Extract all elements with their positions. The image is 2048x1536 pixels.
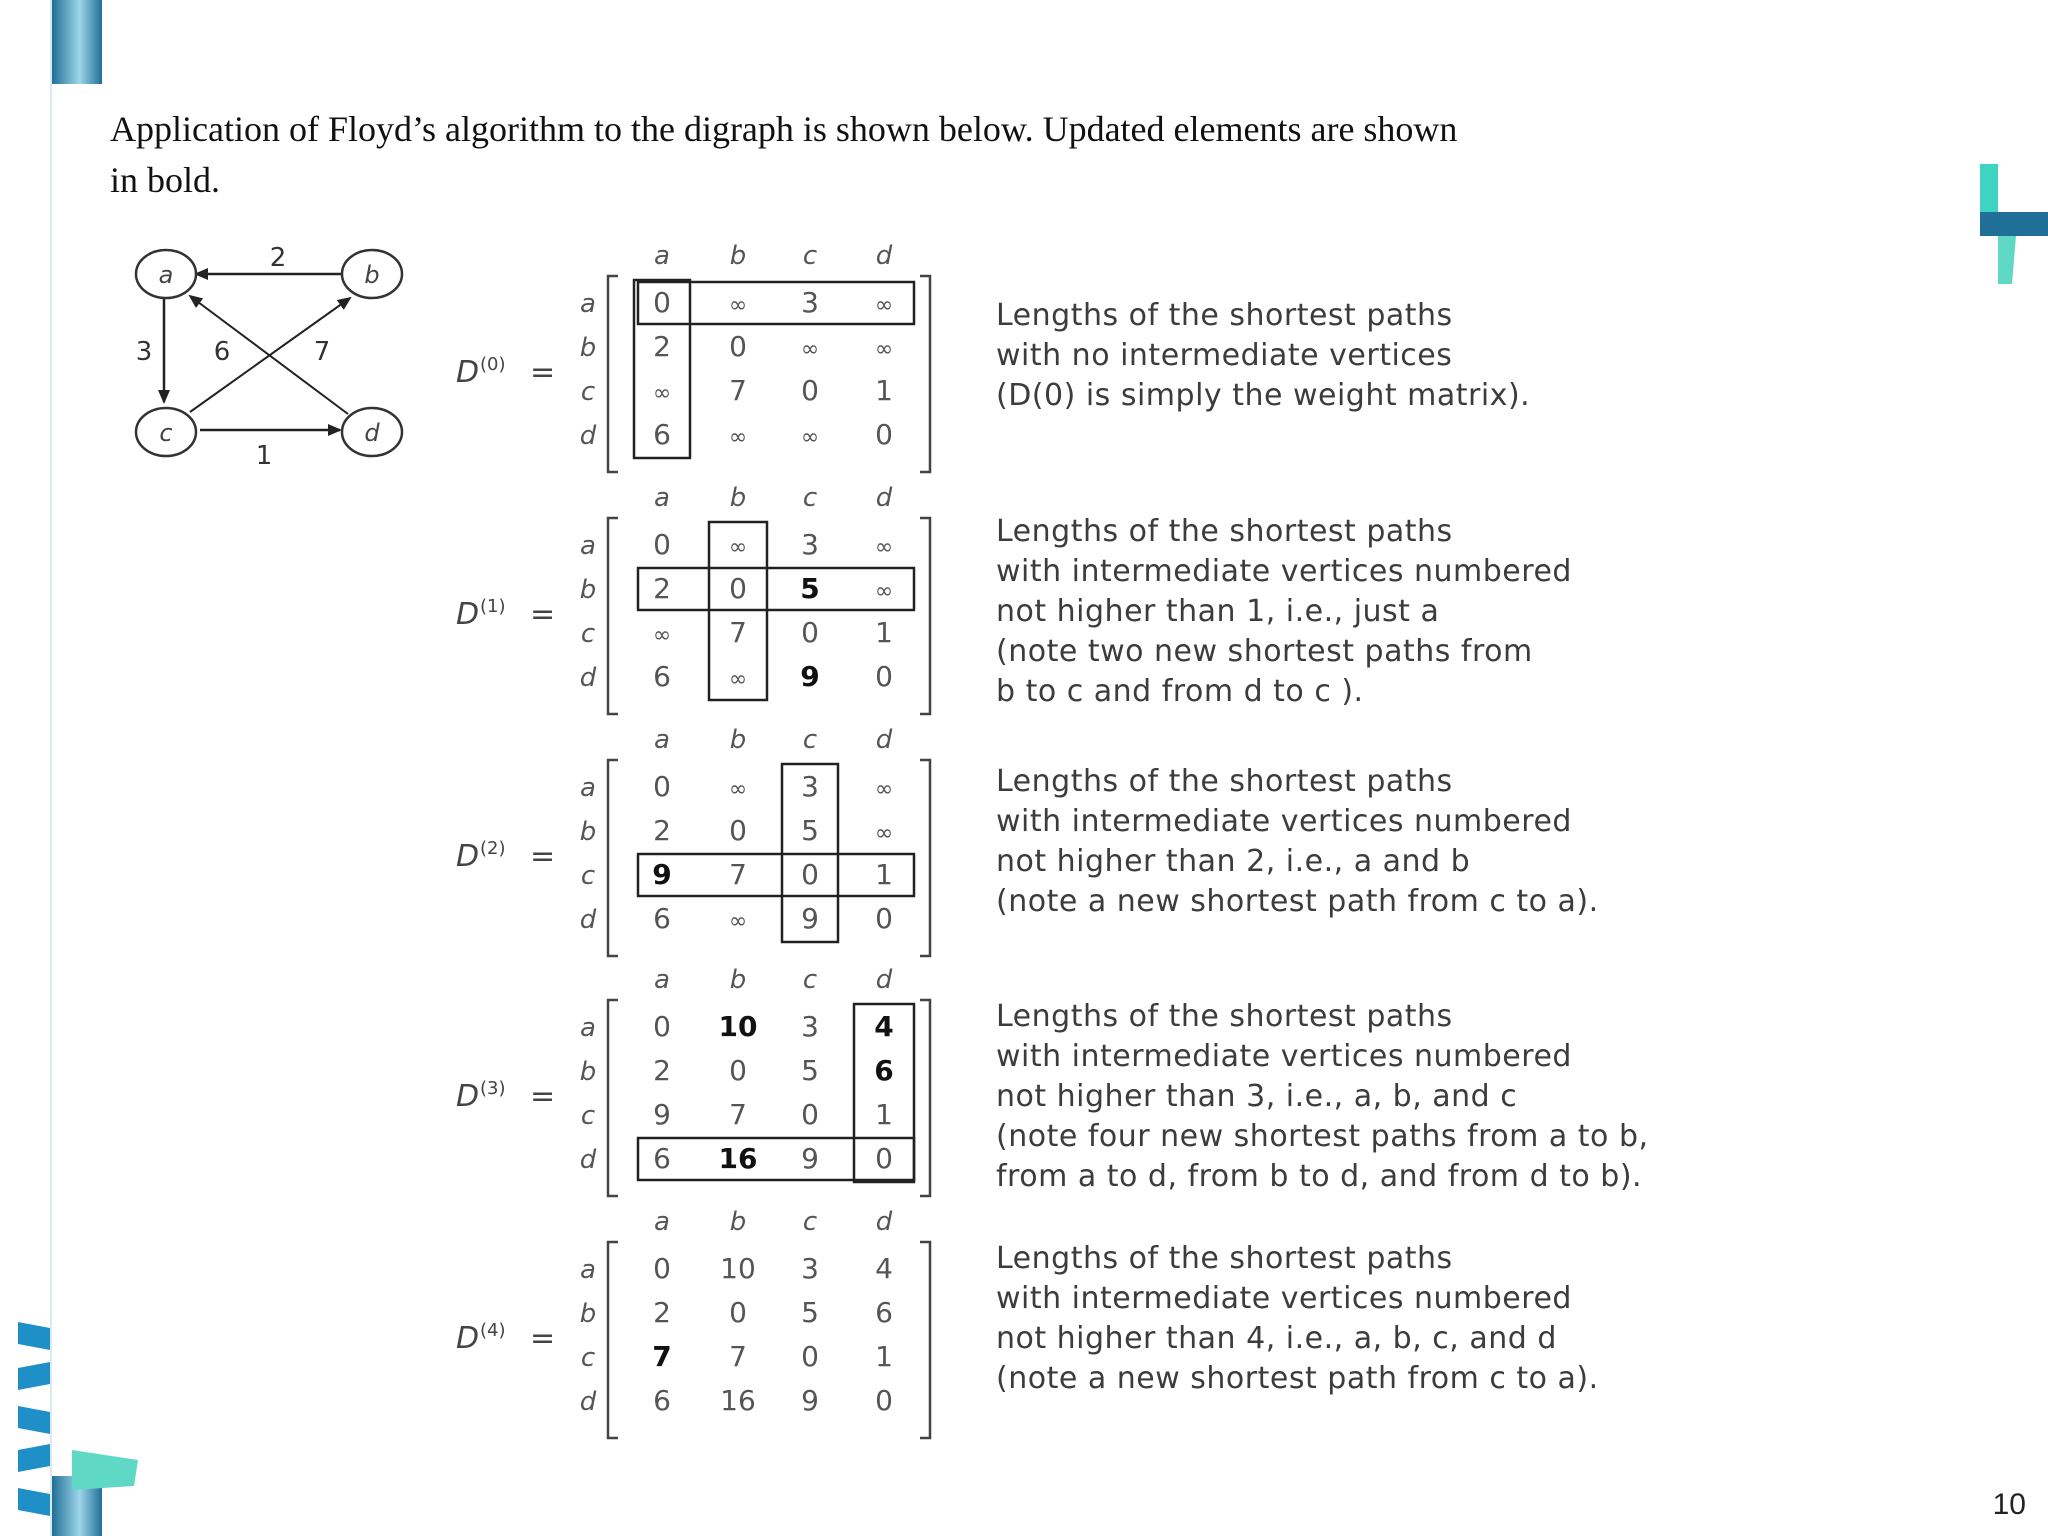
description-line: (note two new shortest paths from [996, 634, 1533, 669]
matrix-cell: 4 [874, 1010, 894, 1043]
matrix-cell: 5 [801, 1054, 819, 1087]
matrix-description [996, 1239, 1756, 1399]
matrix-cell: ∞ [874, 337, 894, 362]
description-line: (note a new shortest path from c to a). [996, 1361, 1599, 1396]
matrix-cell: ∞ [874, 535, 894, 560]
matrix-cell: ∞ [874, 293, 894, 318]
matrix-highlight-row [638, 568, 914, 610]
matrix-col-header: c [802, 1207, 818, 1237]
matrix-cell: ∞ [652, 623, 672, 648]
matrix-cell: 5 [800, 572, 820, 605]
graph-node-d [342, 408, 402, 456]
matrix-col-header: b [729, 241, 747, 271]
description-line: b to c and from d to c ). [996, 674, 1364, 709]
matrix-cell: 9 [801, 1142, 819, 1175]
matrix-cell: 0 [653, 286, 671, 319]
matrix-col-header: c [802, 965, 818, 995]
edge-weight-b-a: 2 [269, 243, 287, 273]
matrix-label-sup: (2) [480, 838, 506, 859]
matrix-cell: 16 [720, 1384, 756, 1417]
matrix-row-header: c [580, 1101, 596, 1131]
matrix-cell: 1 [875, 1098, 893, 1131]
matrix-row-header: c [580, 619, 596, 649]
matrix-cell: ∞ [874, 821, 894, 846]
description-line: Lengths of the shortest paths [996, 1241, 1453, 1276]
matrix-row-header: c [580, 861, 596, 891]
matrix-cell: 0 [653, 770, 671, 803]
matrix-cell: 3 [801, 770, 819, 803]
matrix-col-header: b [729, 1207, 747, 1237]
description-line: Lengths of the shortest paths [996, 514, 1453, 549]
matrix-cell: 7 [729, 374, 747, 407]
matrix-equals: = [530, 1321, 556, 1356]
matrix-cell: 0 [801, 858, 819, 891]
matrix-cell: 0 [875, 660, 893, 693]
matrix-highlight-row [638, 1138, 914, 1180]
matrix-cell: 2 [653, 1296, 671, 1329]
matrix-cell: ∞ [652, 381, 672, 406]
matrix-bracket-right [920, 760, 930, 956]
matrix-cell: 9 [801, 902, 819, 935]
matrix-cell: 1 [875, 1340, 893, 1373]
matrix-highlight-row [638, 854, 914, 896]
matrix-cell: 6 [874, 1054, 894, 1087]
matrix-cell: ∞ [800, 425, 820, 450]
description-line: with intermediate vertices numbered [996, 554, 1572, 589]
matrix-cell: 1 [875, 858, 893, 891]
description-line: (D(0) is simply the weight matrix). [996, 378, 1531, 413]
matrix-col-header: c [802, 483, 818, 513]
matrix-cell: 10 [718, 1010, 758, 1043]
matrix-bracket-right [920, 1242, 930, 1438]
matrix-D2 [456, 725, 930, 956]
matrix-cell: 7 [729, 858, 747, 891]
matrix-row-header: d [579, 1387, 597, 1417]
matrix-cell: 0 [653, 1252, 671, 1285]
matrix-highlight-row [638, 282, 914, 324]
matrix-cell: 0 [729, 330, 747, 363]
matrix-row-header: b [579, 817, 597, 847]
matrix-cell: 6 [653, 660, 671, 693]
matrix-col-header: d [875, 241, 893, 271]
matrix-cell: 16 [718, 1142, 758, 1175]
matrix-bracket-right [920, 1000, 930, 1196]
matrix-cell: 3 [801, 1252, 819, 1285]
matrix-cell: 9 [801, 1384, 819, 1417]
digraph [128, 236, 418, 476]
matrix-col-header: a [654, 725, 670, 755]
matrix-row-header: d [579, 421, 597, 451]
matrix-bracket-right [920, 276, 930, 472]
graph-node-label-d: d [364, 419, 380, 447]
matrix-label: D [456, 355, 480, 390]
matrix-label-sup: (4) [480, 1320, 506, 1341]
matrix-cell: 9 [652, 858, 672, 891]
matrix-row-header: d [579, 905, 597, 935]
matrix-cell: 5 [801, 1296, 819, 1329]
matrix-equals: = [530, 1079, 556, 1114]
intro-text [110, 104, 1770, 206]
matrix-cell: 3 [801, 1010, 819, 1043]
matrix-cell: 7 [729, 1098, 747, 1131]
description-line: not higher than 1, i.e., just a [996, 594, 1440, 629]
description-line: with intermediate vertices numbered [996, 1039, 1572, 1074]
matrix-row-header: b [579, 333, 597, 363]
matrix-cell: 0 [875, 1142, 893, 1175]
matrix-cell: 0 [801, 1340, 819, 1373]
slide-border-line [50, 0, 52, 1536]
edge-weight-d-a: 6 [213, 337, 231, 367]
matrix-cell: 0 [729, 572, 747, 605]
matrix-cell: 9 [800, 660, 820, 693]
matrix-cell: 0 [729, 1296, 747, 1329]
matrix-cell: 0 [729, 1054, 747, 1087]
matrix-cell: 5 [801, 814, 819, 847]
matrix-cell: 6 [653, 902, 671, 935]
matrix-description [996, 512, 1756, 712]
matrix-cell: 2 [653, 572, 671, 605]
matrix-cell: 3 [801, 286, 819, 319]
matrix-row-header: a [580, 1013, 596, 1043]
top-accent-bar [52, 0, 102, 84]
description-line: (note a new shortest path from c to a). [996, 884, 1599, 919]
matrix-cell: 2 [653, 1054, 671, 1087]
description-line: (note four new shortest paths from a to b, [996, 1119, 1649, 1154]
description-line: not higher than 2, i.e., a and b [996, 844, 1471, 879]
matrix-row-header: a [580, 773, 596, 803]
matrix-row-header: b [579, 575, 597, 605]
matrix-row-header: d [579, 1145, 597, 1175]
intro-line-2: in bold. [110, 160, 221, 200]
matrix-cell: 9 [653, 1098, 671, 1131]
matrix-cell: 0 [875, 902, 893, 935]
matrix-cell: 6 [653, 1384, 671, 1417]
matrix-cell: ∞ [800, 337, 820, 362]
matrix-cell: 0 [653, 528, 671, 561]
description-line: with intermediate vertices numbered [996, 804, 1572, 839]
matrix-label: D [456, 1079, 480, 1114]
matrix-cell: 2 [653, 814, 671, 847]
matrix-cell: 0 [729, 814, 747, 847]
matrix-label-sup: (0) [480, 354, 506, 375]
matrix-cell: 2 [653, 330, 671, 363]
matrix-bracket-right [920, 518, 930, 714]
matrix-cell: ∞ [874, 579, 894, 604]
matrix-row-header: d [579, 663, 597, 693]
matrix-equals: = [530, 355, 556, 390]
matrix-col-header: c [802, 241, 818, 271]
matrix-col-header: b [729, 965, 747, 995]
matrix-col-header: d [875, 725, 893, 755]
matrix-label: D [456, 1321, 480, 1356]
edge-weight-c-b: 7 [313, 337, 331, 367]
matrix-cell: 7 [729, 616, 747, 649]
matrix-description [996, 762, 1756, 922]
matrix-description [996, 296, 1756, 416]
page-number: 10 [1992, 1488, 2026, 1521]
matrix-col-header: d [875, 1207, 893, 1237]
matrix-cell: 0 [875, 1384, 893, 1417]
matrix-col-header: b [729, 725, 747, 755]
matrix-label-sup: (3) [480, 1078, 506, 1099]
matrix-cell: 6 [653, 418, 671, 451]
graph-node-b [342, 250, 402, 298]
matrix-equals: = [530, 839, 556, 874]
matrix-col-header: d [875, 483, 893, 513]
matrix-label: D [456, 839, 480, 874]
matrix-D3 [456, 965, 930, 1196]
description-line: Lengths of the shortest paths [996, 298, 1453, 333]
matrix-row-header: a [580, 1255, 596, 1285]
matrix-col-header: c [802, 725, 818, 755]
matrix-cell: ∞ [728, 667, 748, 692]
matrix-col-header: b [729, 483, 747, 513]
matrix-bracket-left [608, 518, 618, 714]
intro-line-1: Application of Floyd’s algorithm to the digraph is shown below. Updated elements are shown [110, 109, 1458, 149]
matrix-cell: 10 [720, 1252, 756, 1285]
matrix-cell: 0 [653, 1010, 671, 1043]
matrix-row-header: a [580, 289, 596, 319]
graph-node-a [136, 250, 196, 298]
graph-node-label-a: a [158, 261, 174, 289]
matrix-bracket-left [608, 760, 618, 956]
graph-node-c [136, 408, 196, 456]
matrix-row-header: b [579, 1299, 597, 1329]
decorative-corner [1976, 164, 2048, 284]
matrix-description [996, 997, 1756, 1197]
description-line: with intermediate vertices numbered [996, 1281, 1572, 1316]
matrix-col-header: a [654, 965, 670, 995]
decorative-teeth [18, 1322, 54, 1536]
description-line: Lengths of the shortest paths [996, 764, 1453, 799]
matrix-row-header: b [579, 1057, 597, 1087]
matrix-row-header: c [580, 1343, 596, 1373]
edge-weight-c-d: 1 [255, 441, 273, 471]
matrix-col-header: a [654, 1207, 670, 1237]
matrix-cell: 7 [729, 1340, 747, 1373]
matrix-cell: ∞ [728, 425, 748, 450]
description-line: not higher than 3, i.e., a, b, and c [996, 1079, 1518, 1114]
matrix-cell: 0 [801, 616, 819, 649]
graph-node-label-b: b [364, 261, 380, 289]
matrix-col-header: d [875, 965, 893, 995]
matrix-cell: 6 [875, 1296, 893, 1329]
matrix-cell: ∞ [728, 909, 748, 934]
matrix-cell: 7 [652, 1340, 672, 1373]
matrix-label-sup: (1) [480, 596, 506, 617]
matrix-cell: 1 [875, 374, 893, 407]
matrix-cell: 1 [875, 616, 893, 649]
matrix-cell: 0 [801, 374, 819, 407]
matrix-cell: ∞ [728, 777, 748, 802]
decorative-flag [72, 1450, 138, 1494]
matrix-row-header: c [580, 377, 596, 407]
matrix-D1 [456, 483, 930, 714]
matrix-cell: 3 [801, 528, 819, 561]
graph-node-label-c: c [159, 419, 173, 447]
matrix-cell: 0 [801, 1098, 819, 1131]
matrix-bracket-left [608, 1242, 618, 1438]
matrix-cell: 0 [875, 418, 893, 451]
matrix-cell: ∞ [728, 293, 748, 318]
description-line: Lengths of the shortest paths [996, 999, 1453, 1034]
matrix-label: D [456, 597, 480, 632]
description-line: from a to d, from b to d, and from d to b). [996, 1159, 1643, 1194]
distance-matrices [440, 238, 960, 1448]
matrix-cell: ∞ [728, 535, 748, 560]
matrix-col-header: a [654, 241, 670, 271]
matrix-D0 [456, 241, 930, 472]
matrix-bracket-left [608, 276, 618, 472]
matrix-cell: 6 [653, 1142, 671, 1175]
matrix-D4 [456, 1207, 930, 1438]
matrix-cell: 4 [875, 1252, 893, 1285]
description-line: not higher than 4, i.e., a, b, c, and d [996, 1321, 1557, 1356]
matrix-bracket-left [608, 1000, 618, 1196]
edge-weight-a-c: 3 [135, 337, 153, 367]
matrix-row-header: a [580, 531, 596, 561]
matrix-equals: = [530, 597, 556, 632]
description-line: with no intermediate vertices [996, 338, 1453, 373]
matrix-col-header: a [654, 483, 670, 513]
matrix-cell: ∞ [874, 777, 894, 802]
